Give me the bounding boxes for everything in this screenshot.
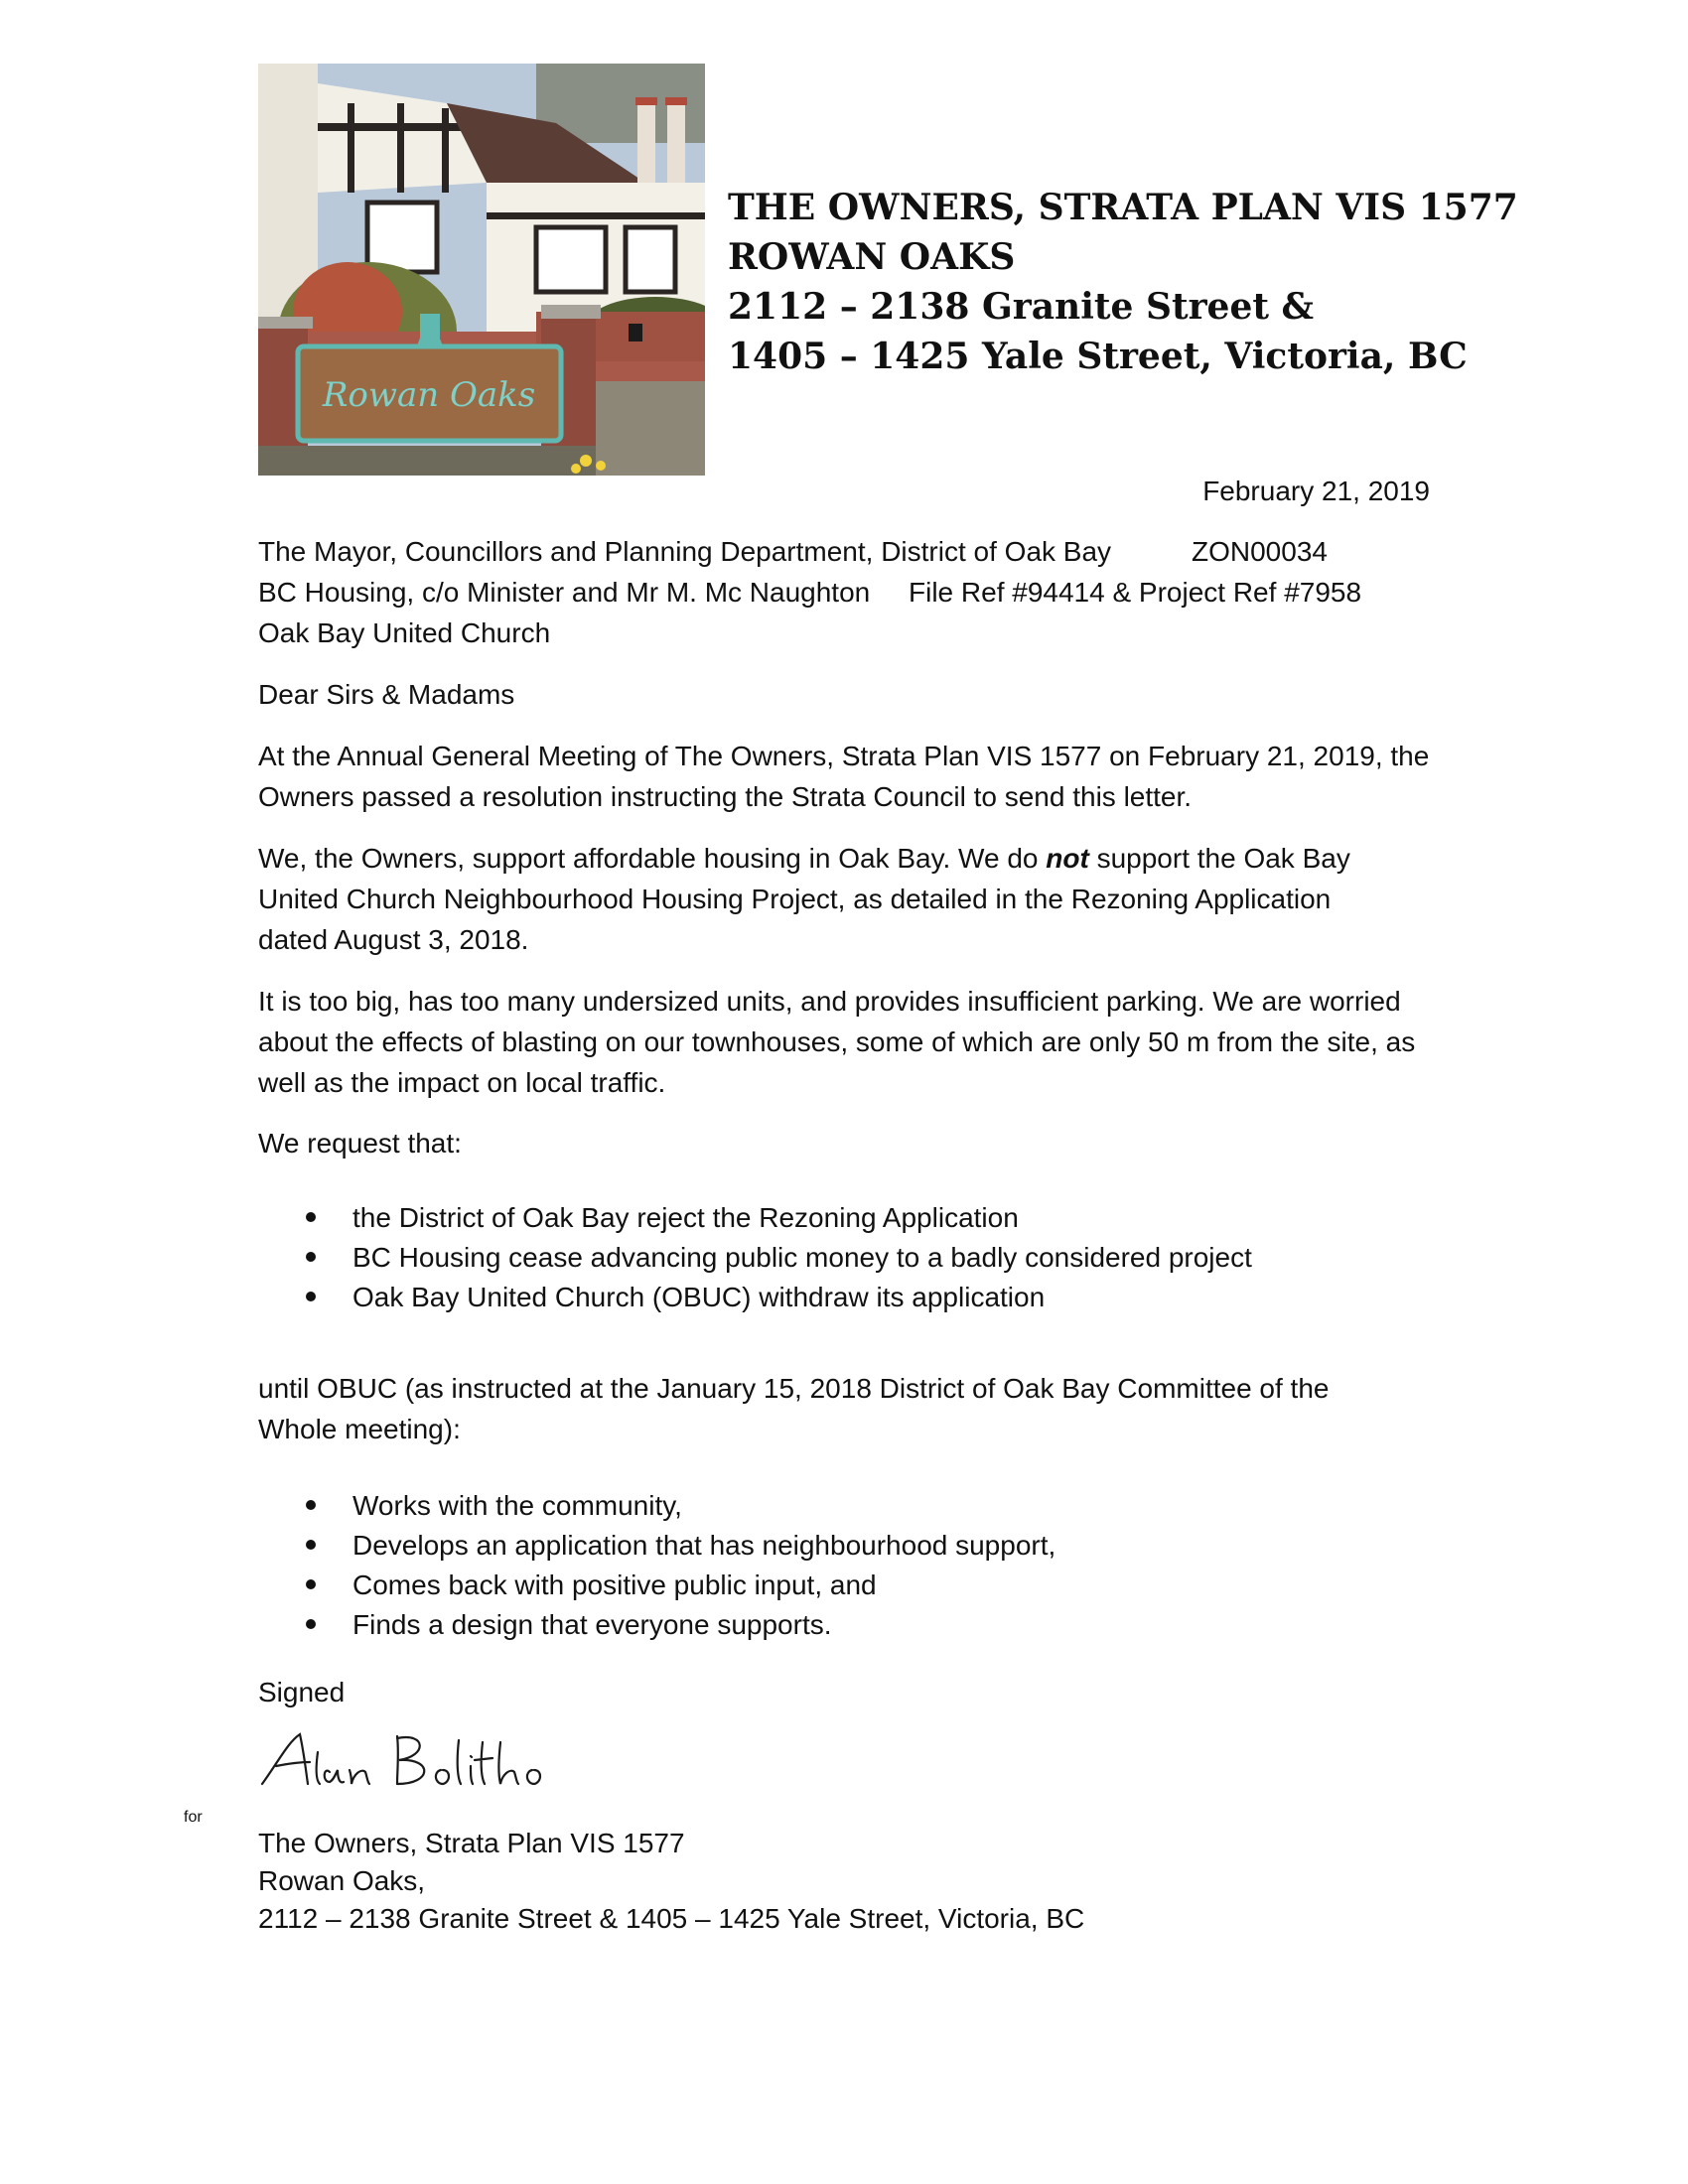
bullet-icon bbox=[306, 1540, 316, 1550]
list-item bbox=[258, 1237, 1450, 1277]
request-list bbox=[258, 1197, 1450, 1316]
closing-line: The Owners, Strata Plan VIS 1577 bbox=[258, 1828, 685, 1858]
letterhead-line-address-2: 1405 – 1425 Yale Street, Victoria, BC bbox=[728, 336, 1468, 377]
letterhead-line-name: ROWAN OAKS bbox=[728, 236, 1016, 278]
paragraph-resolution bbox=[258, 736, 1440, 817]
recipient-row bbox=[258, 613, 1450, 653]
emphasis-not: not bbox=[1046, 843, 1089, 874]
recipients-block bbox=[258, 531, 1450, 653]
paragraph-position bbox=[258, 838, 1400, 960]
list-item bbox=[258, 1277, 1450, 1316]
conditions-list bbox=[258, 1485, 1450, 1644]
list-item-text: Finds a design that everyone supports. bbox=[352, 1609, 832, 1640]
list-item-text: Works with the community, bbox=[352, 1490, 682, 1521]
letterhead bbox=[728, 183, 1621, 381]
paragraph-text: At the Annual General Meeting of The Owners, Strata Plan VIS 1577 on February 21, 2019, the Owners passed a resolution instructing the Strata Council to send this letter. bbox=[258, 741, 1430, 812]
list-item-text: the District of Oak Bay reject the Rezoning Application bbox=[352, 1202, 1019, 1233]
recipient-ref: ZON00034 bbox=[1192, 536, 1328, 567]
closing-line: Rowan Oaks, bbox=[258, 1865, 426, 1896]
letterhead-line-owners: THE OWNERS, STRATA PLAN VIS 1577 bbox=[728, 187, 1518, 228]
paragraph-text-part: support the Oak Bay United Church Neighbourhood Housing Project, as detailed in the Rezoning Application dated August 3, 2018. bbox=[258, 843, 1350, 955]
list-item-text: BC Housing cease advancing public money to a badly considered project bbox=[352, 1242, 1252, 1273]
bullet-icon bbox=[306, 1292, 316, 1301]
bullet-icon bbox=[306, 1212, 316, 1222]
for-label: for bbox=[184, 1809, 203, 1826]
paragraph-text: until OBUC (as instructed at the January 15, 2018 District of Oak Bay Committee of the Whole meeting): bbox=[258, 1373, 1330, 1444]
list-item-text: Develops an application that has neighbourhood support, bbox=[352, 1530, 1056, 1561]
list-item bbox=[258, 1604, 1450, 1644]
recipient-row bbox=[258, 572, 1450, 613]
recipient-name: BC Housing, c/o Minister and Mr M. Mc Naughton bbox=[258, 577, 871, 608]
letterhead-line-address-1: 2112 – 2138 Granite Street & bbox=[728, 286, 1315, 328]
recipient-name: The Mayor, Councillors and Planning Department, District of Oak Bay bbox=[258, 536, 1112, 567]
signed-label: Signed bbox=[258, 1677, 346, 1707]
sign-lettering: Rowan Oaks bbox=[322, 375, 536, 415]
paragraph-until bbox=[258, 1368, 1400, 1449]
closing-line: 2112 – 2138 Granite Street & 1405 – 1425 Yale Street, Victoria, BC bbox=[258, 1903, 1085, 1934]
bullet-icon bbox=[306, 1619, 316, 1629]
list-item bbox=[258, 1197, 1450, 1237]
list-item bbox=[258, 1565, 1450, 1604]
request-intro: We request that: bbox=[258, 1128, 462, 1159]
paragraph-concerns bbox=[258, 981, 1450, 1103]
salutation: Dear Sirs & Madams bbox=[258, 679, 515, 710]
list-item bbox=[258, 1485, 1450, 1525]
bullet-icon bbox=[306, 1252, 316, 1262]
list-item-text: Comes back with positive public input, and bbox=[352, 1570, 877, 1600]
paragraph-text bbox=[258, 838, 1400, 960]
recipient-name: Oak Bay United Church bbox=[258, 617, 551, 648]
closing-block bbox=[258, 1823, 1450, 1936]
bullet-icon bbox=[306, 1500, 316, 1510]
list-item-text: Oak Bay United Church (OBUC) withdraw its application bbox=[352, 1282, 1046, 1312]
recipient-row bbox=[258, 531, 1450, 572]
bullet-icon bbox=[306, 1579, 316, 1589]
list-item bbox=[258, 1525, 1450, 1565]
paragraph-text: It is too big, has too many undersized units, and provides insufficient parking. We are worried about the effects of blasting on our townhouses, some of which are only 50 m from the site, as well as the impact on local traffic. bbox=[258, 986, 1416, 1098]
letter-date: February 21, 2019 bbox=[1202, 476, 1430, 506]
rowan-oaks-photo bbox=[258, 64, 705, 476]
paragraph-text-part: We, the Owners, support affordable housing in Oak Bay. We do bbox=[258, 843, 1047, 874]
handwritten-signature bbox=[258, 1722, 576, 1802]
recipient-ref: File Ref #94414 & Project Ref #7958 bbox=[909, 577, 1362, 608]
